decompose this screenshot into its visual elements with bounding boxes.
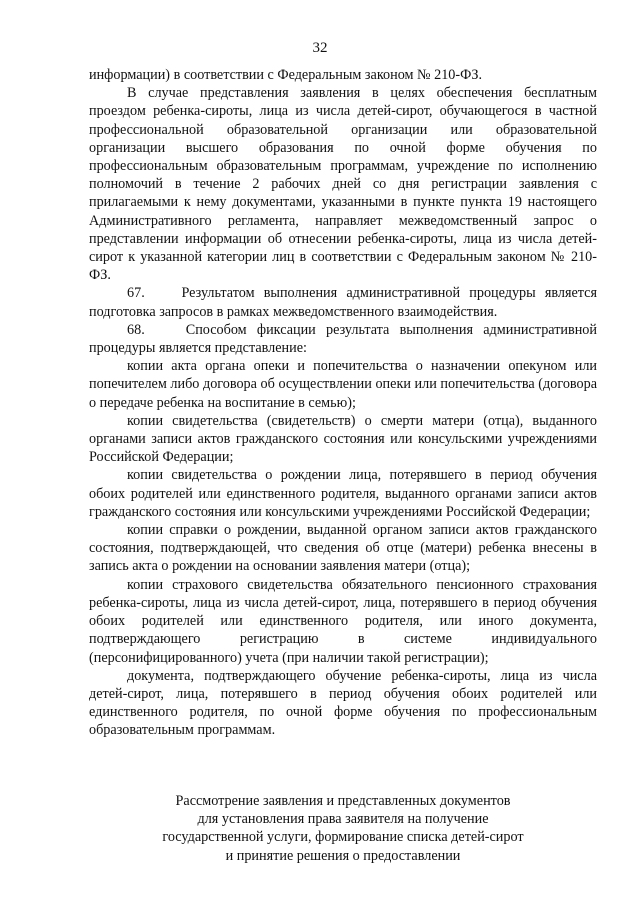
section-heading-line: государственной услуги, формирование списка детей-сирот — [162, 829, 524, 846]
list-item-education-document: документа, подтверждающего обучение ребенка-сироты, лица из числа детей-сирот, лица, потерявшего в период обучения обоих родителей или единственного родителя, по очной форме обучения по профессиональным образовательным программам. — [89, 667, 597, 739]
section-heading-line: для установления права заявителя на получение — [197, 811, 489, 828]
section-heading — [89, 792, 597, 865]
list-item-death-certificate: копии свидетельства (свидетельств) о смерти матери (отца), выданного органами записи актов гражданского состояния или консульскими учреждениями Российской Федерации; — [89, 412, 597, 466]
list-item-birth-certificate: копии свидетельства о рождении лица, потерявшего в период обучения обоих родителей или единственного родителя, выданного органами записи актов гражданского состояния или консульскими учреждениями Российской Федерации; — [89, 467, 597, 520]
section-heading-line: и принятие решения о предоставлении — [225, 847, 461, 864]
paragraph-free-travel-request: В случае представления заявления в целях обеспечения бесплатным проездом ребенка-сироты, лица из числа детей-сирот, обучающегося в частной профессиональной образовательной организации или образовательной организации высшего образования по очной форме обучения по профессиональным образовательным программам, учреждение по исполнению полномочий в течение 2 рабочих дней со дня регистрации заявления с прилагаемыми к нему документами, указанными в пункте пункта 19 настоящего Административного регламента, направляет межведомственный запрос о представлении информации об отнесении ребенка-сироты, лица из числа детей-сирот к указанной категории лиц в соответствии с Федеральным законом № 210-ФЗ. — [89, 85, 597, 284]
paragraph-continuation: информации) в соответствии с Федеральным законом № 210-ФЗ. — [89, 67, 482, 83]
list-item-guardianship-act: копии акта органа опеки и попечительства о назначении опекуном или попечителем либо договора об осуществлении опеки или попечительства (договора о передаче ребенка на воспитание в семью); — [89, 358, 597, 411]
paragraph-67-result: 67. Результатом выполнения административной процедуры является подготовка запросов в рамках межведомственного взаимодействия. — [89, 285, 597, 320]
paragraph-68-fixation: 68. Способом фиксации результата выполнения административной процедуры является представление: — [89, 321, 597, 357]
list-item-birth-record-certificate: копии справки о рождении, выданной органом записи актов гражданского состояния, подтверждающей, что сведения об отце (матери) ребенка внесены в запись акта о рождении на основании заявления матери (отца); — [89, 522, 597, 575]
document-body — [89, 66, 597, 740]
section-heading-line: Рассмотрение заявления и представленных документов — [175, 793, 511, 809]
list-item-pension-insurance-certificate: копии страхового свидетельства обязательного пенсионного страхования ребенка-сироты, лица из числа детей-сирот, лица, потерявшего в период обучения обоих родителей или единственного родителя, или иного документа, подтверждающего регистрацию в системе индивидуального (персонифицированного) учета (при наличии такой регистрации); — [89, 576, 597, 666]
page-number: 32 — [312, 40, 328, 56]
